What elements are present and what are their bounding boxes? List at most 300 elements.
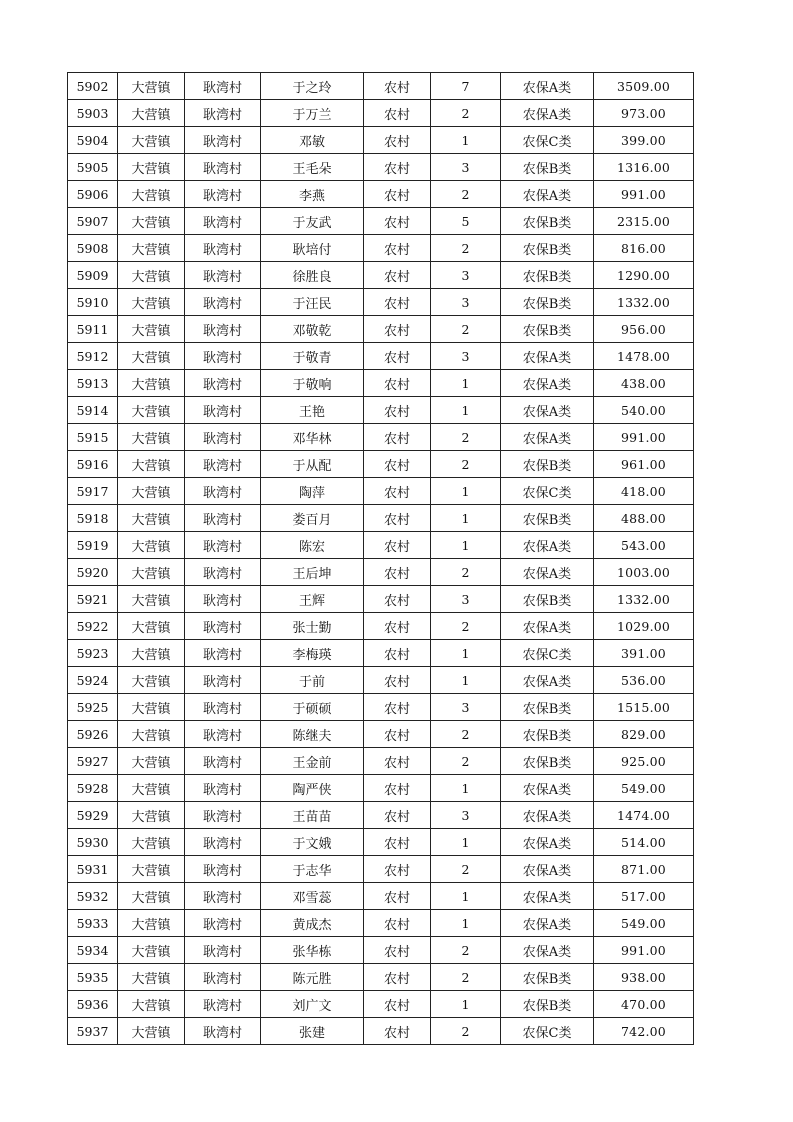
- cell-amount: 3509.00: [594, 73, 694, 100]
- cell-category: 农保A类: [501, 883, 594, 910]
- cell-village: 耿湾村: [185, 100, 261, 127]
- cell-household-type: 农村: [364, 559, 431, 586]
- cell-amount: 1474.00: [594, 802, 694, 829]
- cell-town: 大营镇: [118, 532, 185, 559]
- cell-household-type: 农村: [364, 586, 431, 613]
- cell-amount: 1332.00: [594, 586, 694, 613]
- cell-category: 农保A类: [501, 73, 594, 100]
- cell-name: 徐胜良: [261, 262, 364, 289]
- cell-household-type: 农村: [364, 640, 431, 667]
- cell-household-type: 农村: [364, 451, 431, 478]
- table-row: [68, 181, 694, 208]
- cell-category: 农保B类: [501, 154, 594, 181]
- cell-amount: 925.00: [594, 748, 694, 775]
- cell-amount: 438.00: [594, 370, 694, 397]
- cell-name: 于友武: [261, 208, 364, 235]
- cell-household-type: 农村: [364, 127, 431, 154]
- cell-household-type: 农村: [364, 532, 431, 559]
- cell-village: 耿湾村: [185, 856, 261, 883]
- cell-name: 王艳: [261, 397, 364, 424]
- cell-name: 于前: [261, 667, 364, 694]
- cell-people-count: 3: [431, 154, 501, 181]
- cell-category: 农保B类: [501, 964, 594, 991]
- cell-village: 耿湾村: [185, 775, 261, 802]
- cell-name: 于敬响: [261, 370, 364, 397]
- cell-people-count: 2: [431, 1018, 501, 1045]
- cell-serial-number: 5920: [68, 559, 118, 586]
- cell-people-count: 3: [431, 586, 501, 613]
- cell-category: 农保A类: [501, 667, 594, 694]
- cell-serial-number: 5918: [68, 505, 118, 532]
- cell-village: 耿湾村: [185, 721, 261, 748]
- table-row: [68, 802, 694, 829]
- cell-amount: 391.00: [594, 640, 694, 667]
- table-row: [68, 721, 694, 748]
- cell-serial-number: 5929: [68, 802, 118, 829]
- table-row: [68, 937, 694, 964]
- cell-people-count: 1: [431, 127, 501, 154]
- cell-household-type: 农村: [364, 964, 431, 991]
- cell-town: 大营镇: [118, 937, 185, 964]
- cell-amount: 1332.00: [594, 289, 694, 316]
- cell-town: 大营镇: [118, 748, 185, 775]
- cell-town: 大营镇: [118, 316, 185, 343]
- table-row: [68, 424, 694, 451]
- cell-name: 张华栋: [261, 937, 364, 964]
- cell-name: 刘广文: [261, 991, 364, 1018]
- cell-town: 大营镇: [118, 910, 185, 937]
- cell-category: 农保A类: [501, 424, 594, 451]
- cell-village: 耿湾村: [185, 910, 261, 937]
- cell-town: 大营镇: [118, 640, 185, 667]
- cell-town: 大营镇: [118, 208, 185, 235]
- cell-serial-number: 5909: [68, 262, 118, 289]
- cell-village: 耿湾村: [185, 667, 261, 694]
- table-row: [68, 640, 694, 667]
- table-row: [68, 883, 694, 910]
- table-row: [68, 964, 694, 991]
- cell-village: 耿湾村: [185, 559, 261, 586]
- cell-category: 农保B类: [501, 586, 594, 613]
- table-row: [68, 559, 694, 586]
- cell-village: 耿湾村: [185, 478, 261, 505]
- cell-serial-number: 5937: [68, 1018, 118, 1045]
- cell-name: 李燕: [261, 181, 364, 208]
- cell-people-count: 2: [431, 316, 501, 343]
- cell-serial-number: 5919: [68, 532, 118, 559]
- cell-serial-number: 5926: [68, 721, 118, 748]
- cell-town: 大营镇: [118, 505, 185, 532]
- cell-household-type: 农村: [364, 262, 431, 289]
- cell-village: 耿湾村: [185, 937, 261, 964]
- cell-village: 耿湾村: [185, 802, 261, 829]
- table-row: [68, 478, 694, 505]
- cell-category: 农保B类: [501, 316, 594, 343]
- cell-category: 农保A类: [501, 532, 594, 559]
- cell-serial-number: 5936: [68, 991, 118, 1018]
- cell-serial-number: 5931: [68, 856, 118, 883]
- cell-household-type: 农村: [364, 721, 431, 748]
- cell-amount: 2315.00: [594, 208, 694, 235]
- cell-category: 农保B类: [501, 208, 594, 235]
- cell-household-type: 农村: [364, 883, 431, 910]
- cell-town: 大营镇: [118, 289, 185, 316]
- cell-village: 耿湾村: [185, 154, 261, 181]
- cell-village: 耿湾村: [185, 370, 261, 397]
- cell-amount: 871.00: [594, 856, 694, 883]
- cell-village: 耿湾村: [185, 424, 261, 451]
- cell-category: 农保B类: [501, 451, 594, 478]
- cell-amount: 816.00: [594, 235, 694, 262]
- cell-people-count: 7: [431, 73, 501, 100]
- cell-town: 大营镇: [118, 559, 185, 586]
- cell-amount: 540.00: [594, 397, 694, 424]
- cell-town: 大营镇: [118, 370, 185, 397]
- cell-category: 农保C类: [501, 640, 594, 667]
- cell-name: 于从配: [261, 451, 364, 478]
- table-row: [68, 451, 694, 478]
- cell-amount: 470.00: [594, 991, 694, 1018]
- cell-name: 王苗苗: [261, 802, 364, 829]
- cell-people-count: 1: [431, 991, 501, 1018]
- cell-amount: 973.00: [594, 100, 694, 127]
- cell-serial-number: 5908: [68, 235, 118, 262]
- cell-household-type: 农村: [364, 208, 431, 235]
- cell-serial-number: 5933: [68, 910, 118, 937]
- cell-serial-number: 5915: [68, 424, 118, 451]
- cell-name: 王毛朵: [261, 154, 364, 181]
- table-row: [68, 397, 694, 424]
- cell-people-count: 2: [431, 235, 501, 262]
- table-row: [68, 586, 694, 613]
- cell-household-type: 农村: [364, 154, 431, 181]
- cell-household-type: 农村: [364, 937, 431, 964]
- cell-amount: 961.00: [594, 451, 694, 478]
- cell-amount: 399.00: [594, 127, 694, 154]
- cell-village: 耿湾村: [185, 316, 261, 343]
- table-row: [68, 343, 694, 370]
- cell-serial-number: 5916: [68, 451, 118, 478]
- cell-serial-number: 5928: [68, 775, 118, 802]
- cell-town: 大营镇: [118, 1018, 185, 1045]
- cell-serial-number: 5912: [68, 343, 118, 370]
- cell-serial-number: 5921: [68, 586, 118, 613]
- cell-amount: 536.00: [594, 667, 694, 694]
- cell-serial-number: 5932: [68, 883, 118, 910]
- table-row: [68, 694, 694, 721]
- cell-village: 耿湾村: [185, 181, 261, 208]
- cell-people-count: 3: [431, 289, 501, 316]
- cell-household-type: 农村: [364, 829, 431, 856]
- cell-amount: 956.00: [594, 316, 694, 343]
- cell-town: 大营镇: [118, 721, 185, 748]
- cell-category: 农保A类: [501, 910, 594, 937]
- cell-amount: 1316.00: [594, 154, 694, 181]
- table-row: [68, 262, 694, 289]
- cell-household-type: 农村: [364, 667, 431, 694]
- cell-village: 耿湾村: [185, 640, 261, 667]
- cell-serial-number: 5923: [68, 640, 118, 667]
- cell-people-count: 2: [431, 424, 501, 451]
- cell-category: 农保A类: [501, 343, 594, 370]
- cell-village: 耿湾村: [185, 262, 261, 289]
- table-row: [68, 667, 694, 694]
- cell-village: 耿湾村: [185, 73, 261, 100]
- cell-serial-number: 5905: [68, 154, 118, 181]
- cell-serial-number: 5925: [68, 694, 118, 721]
- cell-household-type: 农村: [364, 424, 431, 451]
- cell-amount: 543.00: [594, 532, 694, 559]
- cell-people-count: 1: [431, 775, 501, 802]
- cell-name: 陈宏: [261, 532, 364, 559]
- cell-serial-number: 5914: [68, 397, 118, 424]
- cell-town: 大营镇: [118, 154, 185, 181]
- cell-name: 王辉: [261, 586, 364, 613]
- cell-category: 农保A类: [501, 856, 594, 883]
- cell-category: 农保A类: [501, 775, 594, 802]
- table-row: [68, 505, 694, 532]
- cell-category: 农保C类: [501, 478, 594, 505]
- cell-people-count: 1: [431, 910, 501, 937]
- cell-people-count: 2: [431, 451, 501, 478]
- cell-name: 张士勤: [261, 613, 364, 640]
- cell-category: 农保B类: [501, 235, 594, 262]
- table-row: [68, 370, 694, 397]
- cell-category: 农保A类: [501, 559, 594, 586]
- cell-serial-number: 5917: [68, 478, 118, 505]
- table-row: [68, 532, 694, 559]
- cell-serial-number: 5902: [68, 73, 118, 100]
- cell-village: 耿湾村: [185, 1018, 261, 1045]
- cell-people-count: 3: [431, 343, 501, 370]
- cell-village: 耿湾村: [185, 532, 261, 559]
- cell-people-count: 1: [431, 397, 501, 424]
- cell-people-count: 3: [431, 694, 501, 721]
- cell-category: 农保B类: [501, 991, 594, 1018]
- cell-name: 陈元胜: [261, 964, 364, 991]
- cell-people-count: 2: [431, 964, 501, 991]
- cell-people-count: 1: [431, 829, 501, 856]
- cell-serial-number: 5910: [68, 289, 118, 316]
- cell-amount: 1003.00: [594, 559, 694, 586]
- cell-serial-number: 5904: [68, 127, 118, 154]
- cell-household-type: 农村: [364, 316, 431, 343]
- cell-people-count: 2: [431, 937, 501, 964]
- cell-serial-number: 5924: [68, 667, 118, 694]
- cell-household-type: 农村: [364, 910, 431, 937]
- cell-people-count: 2: [431, 856, 501, 883]
- cell-village: 耿湾村: [185, 208, 261, 235]
- cell-village: 耿湾村: [185, 829, 261, 856]
- cell-household-type: 农村: [364, 613, 431, 640]
- allowance-register-table: [67, 72, 694, 1045]
- cell-name: 陶严侠: [261, 775, 364, 802]
- cell-town: 大营镇: [118, 964, 185, 991]
- cell-serial-number: 5927: [68, 748, 118, 775]
- cell-household-type: 农村: [364, 478, 431, 505]
- cell-town: 大营镇: [118, 343, 185, 370]
- cell-name: 邓敏: [261, 127, 364, 154]
- cell-amount: 938.00: [594, 964, 694, 991]
- cell-amount: 514.00: [594, 829, 694, 856]
- cell-village: 耿湾村: [185, 397, 261, 424]
- cell-village: 耿湾村: [185, 883, 261, 910]
- table-row: [68, 1018, 694, 1045]
- cell-name: 邓华林: [261, 424, 364, 451]
- cell-town: 大营镇: [118, 829, 185, 856]
- cell-town: 大营镇: [118, 613, 185, 640]
- cell-people-count: 1: [431, 667, 501, 694]
- cell-people-count: 1: [431, 478, 501, 505]
- cell-name: 陶萍: [261, 478, 364, 505]
- cell-household-type: 农村: [364, 235, 431, 262]
- table-body: [68, 73, 694, 1045]
- cell-town: 大营镇: [118, 424, 185, 451]
- cell-household-type: 农村: [364, 100, 431, 127]
- cell-household-type: 农村: [364, 73, 431, 100]
- cell-amount: 488.00: [594, 505, 694, 532]
- table-row: [68, 316, 694, 343]
- cell-category: 农保B类: [501, 748, 594, 775]
- table-row: [68, 775, 694, 802]
- cell-amount: 991.00: [594, 937, 694, 964]
- table-row: [68, 235, 694, 262]
- cell-village: 耿湾村: [185, 235, 261, 262]
- cell-serial-number: 5934: [68, 937, 118, 964]
- cell-category: 农保C类: [501, 127, 594, 154]
- cell-category: 农保B类: [501, 721, 594, 748]
- cell-serial-number: 5907: [68, 208, 118, 235]
- cell-people-count: 1: [431, 370, 501, 397]
- cell-serial-number: 5935: [68, 964, 118, 991]
- cell-category: 农保A类: [501, 397, 594, 424]
- cell-people-count: 3: [431, 802, 501, 829]
- cell-people-count: 2: [431, 721, 501, 748]
- cell-town: 大营镇: [118, 73, 185, 100]
- cell-town: 大营镇: [118, 586, 185, 613]
- cell-household-type: 农村: [364, 991, 431, 1018]
- cell-people-count: 1: [431, 505, 501, 532]
- table-row: [68, 829, 694, 856]
- cell-village: 耿湾村: [185, 505, 261, 532]
- cell-category: 农保A类: [501, 829, 594, 856]
- cell-household-type: 农村: [364, 343, 431, 370]
- cell-amount: 1478.00: [594, 343, 694, 370]
- cell-town: 大营镇: [118, 883, 185, 910]
- cell-amount: 549.00: [594, 775, 694, 802]
- cell-town: 大营镇: [118, 451, 185, 478]
- cell-name: 于文娥: [261, 829, 364, 856]
- cell-town: 大营镇: [118, 775, 185, 802]
- cell-people-count: 1: [431, 640, 501, 667]
- cell-village: 耿湾村: [185, 289, 261, 316]
- cell-people-count: 1: [431, 883, 501, 910]
- cell-amount: 1515.00: [594, 694, 694, 721]
- cell-serial-number: 5906: [68, 181, 118, 208]
- cell-town: 大营镇: [118, 478, 185, 505]
- cell-household-type: 农村: [364, 289, 431, 316]
- cell-name: 于汪民: [261, 289, 364, 316]
- cell-town: 大营镇: [118, 235, 185, 262]
- cell-people-count: 1: [431, 532, 501, 559]
- cell-village: 耿湾村: [185, 586, 261, 613]
- cell-serial-number: 5930: [68, 829, 118, 856]
- table-row: [68, 154, 694, 181]
- cell-town: 大营镇: [118, 181, 185, 208]
- cell-household-type: 农村: [364, 397, 431, 424]
- cell-name: 娄百月: [261, 505, 364, 532]
- cell-category: 农保C类: [501, 1018, 594, 1045]
- table-row: [68, 289, 694, 316]
- cell-category: 农保A类: [501, 370, 594, 397]
- cell-category: 农保B类: [501, 289, 594, 316]
- table-row: [68, 748, 694, 775]
- cell-amount: 991.00: [594, 424, 694, 451]
- cell-household-type: 农村: [364, 775, 431, 802]
- cell-town: 大营镇: [118, 262, 185, 289]
- cell-category: 农保B类: [501, 262, 594, 289]
- cell-category: 农保A类: [501, 613, 594, 640]
- table-row: [68, 127, 694, 154]
- cell-household-type: 农村: [364, 181, 431, 208]
- table-row: [68, 856, 694, 883]
- table-row: [68, 613, 694, 640]
- cell-name: 于敬青: [261, 343, 364, 370]
- cell-people-count: 2: [431, 181, 501, 208]
- cell-amount: 549.00: [594, 910, 694, 937]
- cell-category: 农保A类: [501, 100, 594, 127]
- cell-name: 李梅瑛: [261, 640, 364, 667]
- cell-household-type: 农村: [364, 505, 431, 532]
- cell-category: 农保A类: [501, 802, 594, 829]
- cell-serial-number: 5911: [68, 316, 118, 343]
- cell-name: 于志华: [261, 856, 364, 883]
- cell-town: 大营镇: [118, 667, 185, 694]
- cell-serial-number: 5922: [68, 613, 118, 640]
- cell-people-count: 2: [431, 559, 501, 586]
- cell-name: 陈继夫: [261, 721, 364, 748]
- cell-village: 耿湾村: [185, 748, 261, 775]
- cell-name: 耿培付: [261, 235, 364, 262]
- cell-name: 黄成杰: [261, 910, 364, 937]
- cell-people-count: 2: [431, 613, 501, 640]
- cell-amount: 517.00: [594, 883, 694, 910]
- table-row: [68, 100, 694, 127]
- cell-amount: 1290.00: [594, 262, 694, 289]
- table-row: [68, 991, 694, 1018]
- cell-name: 邓敬乾: [261, 316, 364, 343]
- cell-serial-number: 5913: [68, 370, 118, 397]
- cell-name: 王后坤: [261, 559, 364, 586]
- cell-people-count: 2: [431, 100, 501, 127]
- cell-serial-number: 5903: [68, 100, 118, 127]
- table-row: [68, 208, 694, 235]
- cell-village: 耿湾村: [185, 694, 261, 721]
- cell-people-count: 5: [431, 208, 501, 235]
- cell-amount: 1029.00: [594, 613, 694, 640]
- cell-village: 耿湾村: [185, 613, 261, 640]
- cell-town: 大营镇: [118, 856, 185, 883]
- cell-amount: 742.00: [594, 1018, 694, 1045]
- cell-name: 邓雪蕊: [261, 883, 364, 910]
- cell-name: 张建: [261, 1018, 364, 1045]
- table-row: [68, 910, 694, 937]
- cell-amount: 991.00: [594, 181, 694, 208]
- cell-village: 耿湾村: [185, 127, 261, 154]
- cell-name: 于硕硕: [261, 694, 364, 721]
- cell-name: 于万兰: [261, 100, 364, 127]
- cell-name: 王金前: [261, 748, 364, 775]
